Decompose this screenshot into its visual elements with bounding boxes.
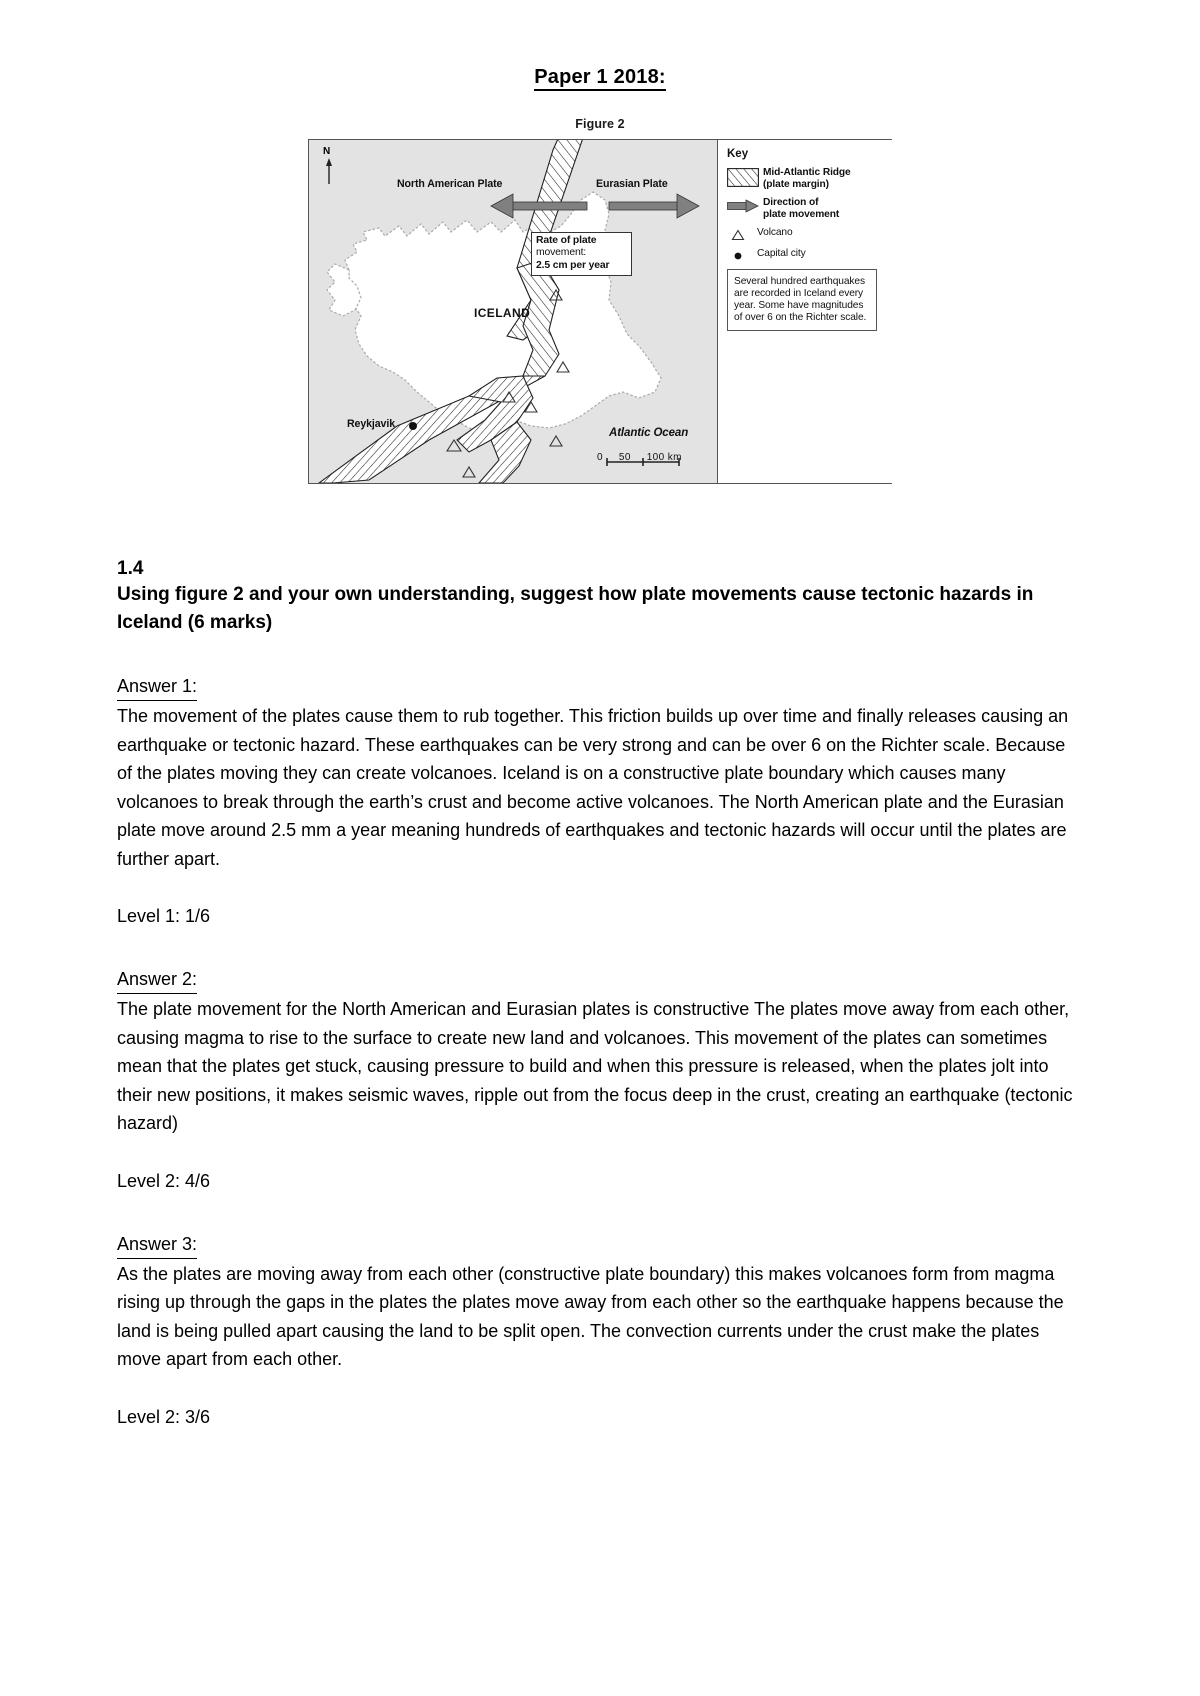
map-pane bbox=[309, 140, 717, 483]
figure-container bbox=[0, 117, 1200, 484]
page-title-text: Paper 1 2018: bbox=[534, 66, 666, 91]
figure-2-map bbox=[308, 139, 892, 484]
scale-end: 100 km bbox=[646, 452, 682, 463]
scale-bar-labels bbox=[597, 452, 682, 463]
content-body bbox=[115, 556, 1085, 1431]
key-direction-line2: plate movement bbox=[763, 208, 840, 220]
answer-2-body: The plate movement for the North American and Eurasian plates is constructive The plates move away from each other, causing magma to rise to the surface to create new land and volcanoes. This movement of the plates can sometimes mean that the plates get stuck, causing pressure to build and when this pressure is released, when the plates jolt into their new positions, it makes seismic waves, ripple out from the focus deep in the crust, creating an earthquake (tectonic hazard) bbox=[117, 999, 1073, 1133]
label-atlantic-ocean: Atlantic Ocean bbox=[609, 427, 689, 439]
triangle-icon bbox=[727, 227, 749, 241]
arrow-right-icon bbox=[727, 197, 763, 214]
answer-1-level: Level 1: 1/6 bbox=[117, 906, 211, 926]
answer-1-heading: Answer 1: bbox=[117, 673, 197, 701]
answer-3-level: Level 2: 3/6 bbox=[117, 1406, 211, 1427]
key-item-direction bbox=[727, 197, 886, 220]
key-label-volcano: Volcano bbox=[757, 227, 793, 239]
rate-line-3: 2.5 cm per year bbox=[536, 259, 610, 271]
key-note-text: Several hundred earthquakes are recorded in Iceland every year. Some have magnitudes of over 6 on the Richter scale. bbox=[727, 269, 877, 331]
label-eurasian-plate: Eurasian Plate bbox=[596, 178, 668, 190]
key-direction-line1: Direction of bbox=[763, 197, 819, 209]
hatched-swatch-icon bbox=[727, 167, 763, 187]
key-ridge-line1: Mid-Atlantic Ridge bbox=[763, 167, 851, 178]
map-key-panel bbox=[717, 140, 892, 483]
north-arrow-label: N bbox=[323, 146, 331, 157]
question-number: 1.4 bbox=[117, 558, 144, 579]
label-north-american-plate: North American Plate bbox=[397, 178, 503, 190]
answer-1-body: The movement of the plates cause them to rub together. This friction builds up over time and finally releases causing an earthquake or tectonic hazard. These earthquakes can be very strong and can be over 6 on the Richter scale. Because of the plates moving they can create volcanoes. Iceland is on a constructive plate boundary which causes many volcanoes to break through the earth’s crust and become active volcanoes. The North American plate and the Eurasian plate move around 2.5 mm a year meaning hundreds of earthquakes and tectonic hazards will occur until the plates are further apart. bbox=[117, 706, 1069, 869]
key-item-capital bbox=[727, 248, 886, 262]
question-text: Using figure 2 and your own understanding, suggest how plate movements cause tectonic hazards in Iceland (6 marks) bbox=[117, 584, 1034, 633]
rate-line-1: Rate of plate bbox=[536, 235, 597, 246]
dot-icon bbox=[727, 248, 749, 262]
rate-of-plate-movement-box bbox=[531, 232, 632, 276]
key-label-capital: Capital city bbox=[757, 248, 806, 260]
label-reykjavik: Reykjavik bbox=[347, 418, 395, 430]
key-item-ridge bbox=[727, 167, 886, 190]
rate-line-2: movement: bbox=[536, 247, 587, 259]
key-title: Key bbox=[727, 148, 749, 160]
key-ridge-line2: (plate margin) bbox=[763, 178, 829, 190]
answer-3-heading: Answer 3: bbox=[117, 1231, 197, 1259]
answer-2-level: Level 2: 4/6 bbox=[117, 1170, 211, 1191]
figure-caption: Figure 2 bbox=[575, 117, 625, 131]
page-title bbox=[0, 66, 1200, 89]
answer-3-body: As the plates are moving away from each other (constructive plate boundary) this makes volcanoes form from magma rising up through the gaps in the plates the plates move away from each other so the earthquake happens because the land is being pulled apart causing the land to be split open. The convection currents under the crust make the plates move apart from each other. bbox=[117, 1263, 1064, 1369]
answer-2-heading: Answer 2: bbox=[117, 966, 197, 994]
capital-city-dot-icon bbox=[409, 422, 417, 430]
scale-mid: 50 bbox=[618, 452, 631, 463]
key-label-ridge bbox=[763, 167, 851, 190]
key-item-volcano bbox=[727, 227, 886, 241]
key-label-direction bbox=[763, 197, 839, 220]
label-iceland: ICELAND bbox=[474, 306, 531, 320]
scale-zero: 0 bbox=[597, 452, 603, 463]
